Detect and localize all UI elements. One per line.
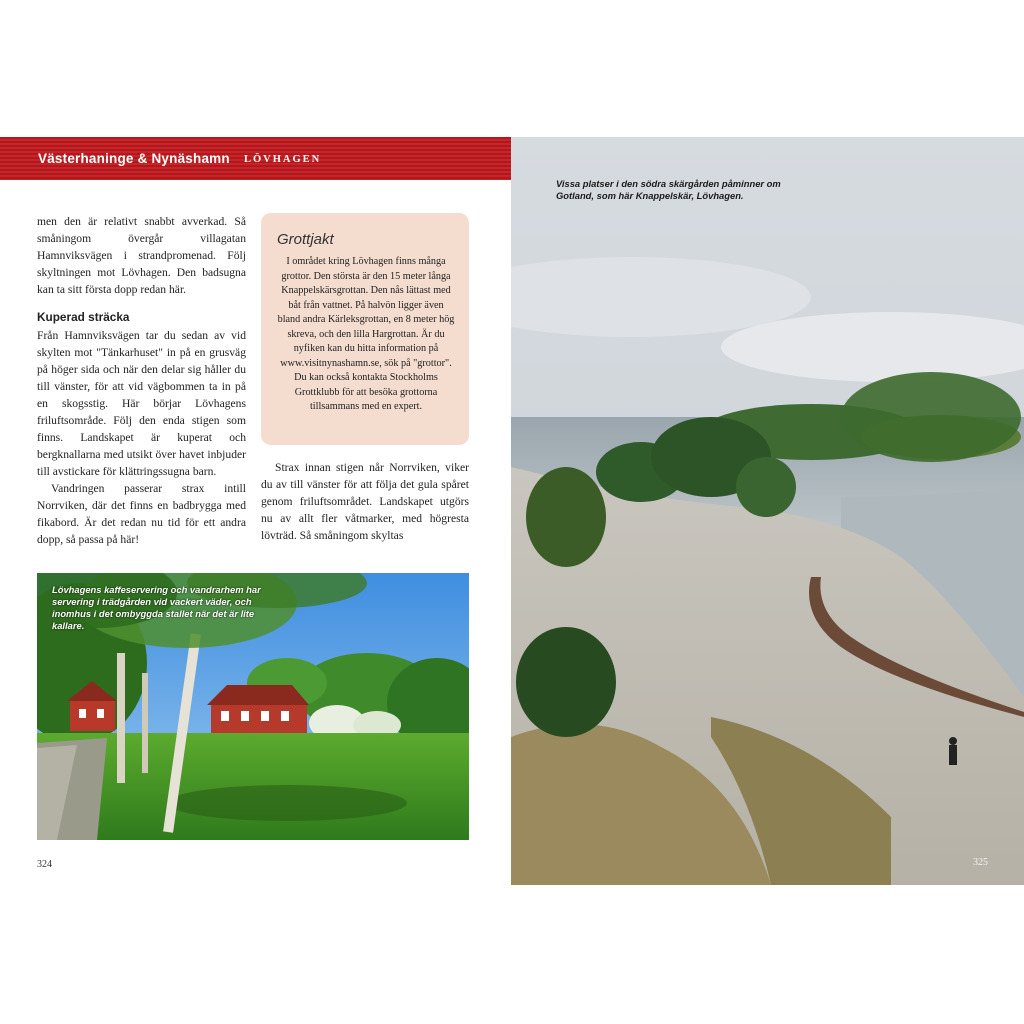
section-subtitle: LÖVHAGEN	[244, 154, 322, 165]
chapter-header	[0, 137, 511, 180]
page-number-right: 325	[973, 857, 988, 868]
text-column-1	[37, 213, 246, 548]
section-heading: Kuperad sträcka	[37, 310, 130, 324]
photo-caption-left: Lövhagens kaffeservering och vandrarhem har servering i trädgården vid vackert väder, och inomhus i det ombyggda stallet när det är lite kallare.	[52, 584, 261, 631]
text-column-2	[261, 459, 469, 544]
info-box-grottjakt	[261, 213, 469, 445]
coastal-landscape-illustration	[511, 137, 1024, 885]
cafe-garden-photo	[37, 573, 469, 840]
body-paragraph-1: Från Hamnviksvägen tar du sedan av vid skylten mot "Tänkarhuset" in på en grusväg på höger sida och när den delar sig håller du till vänster, för att vid vägbommen ta in på en skogsstig. Här börjar Lövhagens friluftsområde. Följ den enda stigen som finns. Landskapet är kuperat och bergknallarna med utsikt över havet inbjuder till avstickare för klättringssugna barn.	[37, 329, 246, 478]
body-paragraph-3: Strax innan stigen når Norrviken, viker du av till vänster för att följa det gula spåret genom friluftsområdet. Landskapet utgörs nu av allt fler våtmarker, med högresta lövträd. Så småningom skyltas	[261, 461, 469, 542]
intro-paragraph: men den är relativt snabbt avverkad. Så småningom övergår villagatan Hamnviksvägen i strandpromenad. Följ skyltningen mot Lövhagen. Den badsugna kan ta sitt första dopp redan här.	[37, 215, 246, 296]
chapter-title: Västerhaninge & Nynäshamn	[38, 151, 230, 166]
info-box-text: I området kring Lövhagen finns många grottor. Den största är den 15 meter långa Knappelskärsgrottan. Den nås lättast med båt från vattnet. På halvön ligger även bland andra Kärleksgrottan, en 8 meter hög skreva, och den lilla Hargrottan. Är du nyfiken kan du hitta information på www.visitnynashamn.se, sök på "grottor". Du kan också kontakta Stockholms Grottklubb för att besöka grottorna tillsammans med en expert.	[277, 256, 455, 412]
body-paragraph-2: Vandringen passerar strax intill Norrviken, där det finns en badbrygga med fikabord. Är det redan nu tid för ett andra dopp, så passa på här!	[37, 482, 246, 546]
info-box-heading: Grottjakt	[277, 231, 334, 248]
right-page	[511, 137, 1024, 885]
left-page	[0, 137, 511, 885]
page-number-left: 324	[37, 859, 52, 870]
knappelskar-photo	[511, 137, 1024, 885]
photo-caption-right: Vissa platser i den södra skärgården påminner om Gotland, som här Knappelskär, Lövhagen.	[556, 178, 781, 201]
